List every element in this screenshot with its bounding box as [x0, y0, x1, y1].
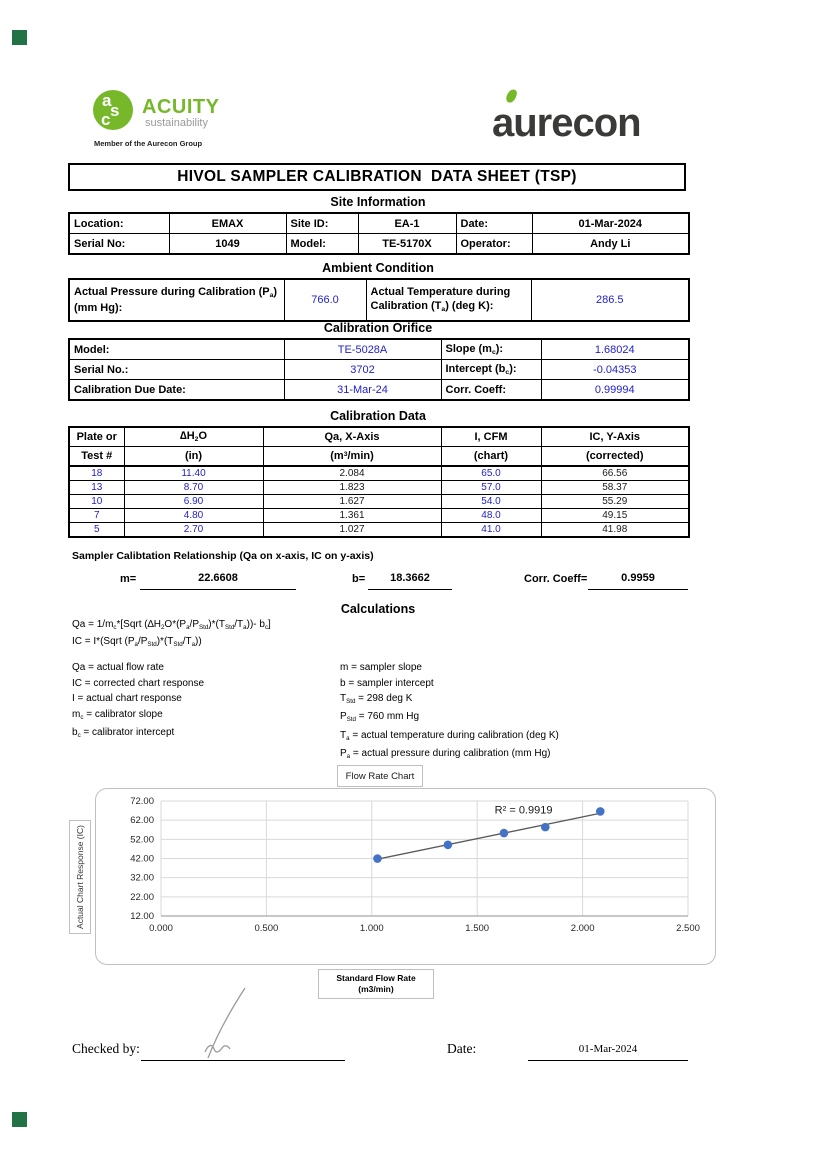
relationship-corr-coeff-value: 0.9959 [588, 572, 688, 590]
cal-cell: 55.29 [541, 495, 689, 509]
b-value: 18.3662 [368, 572, 452, 590]
definitions-right-column [340, 660, 559, 764]
relationship-heading: Sampler Calibtation Relationship (Qa on x-axis, IC on y-axis) [72, 550, 374, 562]
acuity-member-text: Member of the Aurecon Group [94, 139, 203, 148]
cal-cell: 8.70 [124, 481, 263, 495]
table-row [69, 234, 689, 255]
corr-coeff-label: Corr. Coeff: [441, 380, 541, 401]
cal-cell: 57.0 [441, 481, 541, 495]
page-corner-marker-bottom [12, 1112, 27, 1127]
data-point [541, 823, 550, 832]
intercept-value: -0.04353 [541, 360, 689, 380]
acuity-wordmark: ACUITY [142, 96, 220, 118]
x-tick-label: 0.500 [254, 923, 279, 934]
definition-item: IC = corrected chart response [72, 677, 205, 689]
date-value: 01-Mar-2024 [532, 213, 689, 234]
site-id-value: EA-1 [358, 213, 456, 234]
col-header-qa: Qa, X-Axis [263, 427, 441, 447]
page-title: HIVOL SAMPLER CALIBRATION DATA SHEET (TSP) [68, 163, 686, 191]
x-tick-label: 1.500 [465, 923, 490, 934]
definitions-left-column [72, 660, 204, 743]
cal-cell: 5 [69, 523, 124, 538]
cal-cell: 18 [69, 466, 124, 481]
data-point [373, 854, 382, 863]
orifice-serial-label: Serial No.: [69, 360, 284, 380]
cal-cell: 66.56 [541, 466, 689, 481]
cal-cell: 1.027 [263, 523, 441, 538]
col-subheader-corrected: (corrected) [541, 447, 689, 467]
table-row [69, 380, 689, 401]
y-axis-title: Actual Chart Response (IC) [75, 825, 85, 929]
date-line [528, 1060, 688, 1061]
m-label: m= [120, 573, 137, 585]
definition-item: $T_a$ = actual temperature during calibration (deg K) [340, 729, 559, 742]
checked-by-label: Checked by: [72, 1041, 140, 1056]
calibration-orifice-table [68, 338, 690, 401]
x-tick-label: 0.000 [149, 923, 173, 934]
temperature-label: Actual Temperature during Calibration $(T_a)$ (deg K): [366, 279, 531, 321]
y-tick-label: 12.00 [130, 911, 154, 922]
definition-item: $m_c$ = calibrator slope [72, 708, 163, 721]
m-value: 22.6608 [140, 572, 296, 590]
y-tick-label: 52.00 [130, 834, 154, 846]
r-squared-label: R² = 0.9919 [494, 804, 553, 817]
cal-cell: 49.15 [541, 509, 689, 523]
definition-item: $b_c$ = calibrator intercept [72, 726, 175, 739]
model-value: TE-5170X [358, 234, 456, 255]
ambient-condition-table [68, 278, 690, 322]
ambient-condition-heading: Ambient Condition [322, 261, 434, 275]
definition-item: $P_a$ = actual pressure during calibration (mm Hg) [340, 748, 551, 760]
acuity-letter-s: s [110, 101, 120, 120]
definition-item: b = sampler intercept [340, 677, 434, 689]
due-date-label: Calibration Due Date: [69, 380, 284, 401]
calibration-data-table [68, 426, 690, 538]
table-row [69, 523, 689, 538]
acuity-logo-icon [93, 90, 133, 130]
col-subheader-m3min: $(m^3/\min)$ [263, 447, 441, 467]
table-row [69, 466, 689, 481]
table-row [69, 339, 689, 360]
data-point [444, 840, 453, 849]
site-information-heading: Site Information [330, 195, 426, 209]
x-axis-title-box [318, 969, 434, 999]
cal-cell: 1.627 [263, 495, 441, 509]
serial-no-value: 1049 [169, 234, 286, 255]
table-header-row [69, 427, 689, 447]
y-axis-title-box [69, 820, 91, 934]
col-header-plate: Plate or [69, 427, 124, 447]
serial-no-label: Serial No: [69, 234, 169, 255]
x-axis-title-line1: Standard Flow Rate [336, 972, 416, 983]
model-label: Model: [286, 234, 358, 255]
definition-item: I = actual chart response [72, 693, 182, 704]
col-subheader-in: (in) [124, 447, 263, 467]
intercept-label: Intercept $(b_c)$: [441, 360, 541, 380]
table-row [69, 509, 689, 523]
table-row [69, 279, 689, 321]
ic-formula: IC = I*(Sqrt $(P_a/P_{Std})*(T_{Std}/T_a)$) [72, 636, 202, 648]
site-information-table [68, 212, 690, 255]
y-tick-label: 32.00 [130, 872, 154, 884]
due-date-value: 31-Mar-24 [284, 380, 441, 401]
definition-item: m = sampler slope [340, 662, 422, 673]
aurecon-wordmark: aurecon [492, 101, 641, 145]
data-point [500, 829, 509, 838]
acuity-tagline: sustainability [145, 117, 208, 129]
table-header-row [69, 447, 689, 467]
cal-cell: 65.0 [441, 466, 541, 481]
cal-cell: 7 [69, 509, 124, 523]
cal-cell: 1.823 [263, 481, 441, 495]
x-tick-label: 2.000 [570, 923, 595, 934]
relationship-corr-coeff-label: Corr. Coeff= [524, 573, 588, 585]
cal-cell: 11.40 [124, 466, 263, 481]
cal-cell: 4.80 [124, 509, 263, 523]
x-tick-label: 1.000 [359, 923, 384, 934]
definition-item: Qa = actual flow rate [72, 662, 164, 673]
cal-cell: 41.98 [541, 523, 689, 538]
cal-cell: 41.0 [441, 523, 541, 538]
qa-formula: $Qa = 1/m_c*[Sqrt$ $(\Delta H_2O*(P_a/P_{Std})*(T_{Std}/T_a))-$ $b_c$] [72, 619, 271, 631]
date-label: Date: [456, 213, 532, 234]
corr-coeff-value: 0.99994 [541, 380, 689, 401]
col-header-dh2o: $\Delta H_2O$ [124, 427, 263, 447]
b-label: b= [352, 573, 366, 585]
calibration-data-heading: Calibration Data [330, 409, 426, 423]
col-subheader-chart: (chart) [441, 447, 541, 467]
definition-item: $T_{Std} = 298$ deg K [340, 693, 413, 705]
calculations-heading: Calculations [340, 602, 416, 616]
col-header-icfm: I, CFM [441, 427, 541, 447]
pressure-label: Actual Pressure during Calibration $(P_a)$ (mm Hg): [69, 279, 284, 321]
cal-cell: 54.0 [441, 495, 541, 509]
x-tick-label: 2.500 [676, 923, 700, 934]
table-row [69, 360, 689, 380]
cal-cell: 2.70 [124, 523, 263, 538]
cal-cell: 13 [69, 481, 124, 495]
y-tick-label: 62.00 [130, 815, 154, 827]
pressure-value: 766.0 [284, 279, 366, 321]
orifice-model-label: Model: [69, 339, 284, 360]
x-axis-title-line2: (m3/min) [358, 984, 394, 994]
y-tick-label: 72.00 [130, 796, 154, 807]
page-corner-marker-top [12, 30, 27, 45]
acuity-letter-c: c [101, 110, 111, 129]
calibration-orifice-heading: Calibration Orifice [323, 321, 433, 335]
col-header-ic: IC, Y-Axis [541, 427, 689, 447]
slope-value: 1.68024 [541, 339, 689, 360]
location-label: Location: [69, 213, 169, 234]
cal-cell: 48.0 [441, 509, 541, 523]
data-point [596, 807, 605, 816]
slope-label: Slope $(m_c)$: [441, 339, 541, 360]
definition-item: $P_{Std} = 760$ mm Hg [340, 711, 420, 724]
temperature-value: 286.5 [531, 279, 689, 321]
location-value: EMAX [169, 213, 286, 234]
flow-rate-chart [95, 788, 716, 965]
table-row [69, 481, 689, 495]
operator-label: Operator: [456, 234, 532, 255]
footer-date-label: Date: [447, 1041, 477, 1056]
cal-cell: 6.90 [124, 495, 263, 509]
orifice-serial-value: 3702 [284, 360, 441, 380]
footer-date-value: 01-Mar-2024 [578, 1043, 638, 1055]
y-tick-label: 42.00 [130, 853, 154, 865]
col-subheader-test: Test # [69, 447, 124, 467]
operator-value: Andy Li [532, 234, 689, 255]
cal-cell: 1.361 [263, 509, 441, 523]
cal-cell: 2.084 [263, 466, 441, 481]
cal-cell: 58.37 [541, 481, 689, 495]
flow-rate-chart-label: Flow Rate Chart [337, 765, 423, 787]
table-row [69, 495, 689, 509]
cal-cell: 10 [69, 495, 124, 509]
orifice-model-value: TE-5028A [284, 339, 441, 360]
acuity-letter-a: a [102, 91, 112, 110]
flow-rate-chart-svg [96, 789, 713, 962]
table-row [69, 213, 689, 234]
y-tick-label: 22.00 [130, 891, 154, 903]
signature-icon [180, 980, 290, 1065]
site-id-label: Site ID: [286, 213, 358, 234]
